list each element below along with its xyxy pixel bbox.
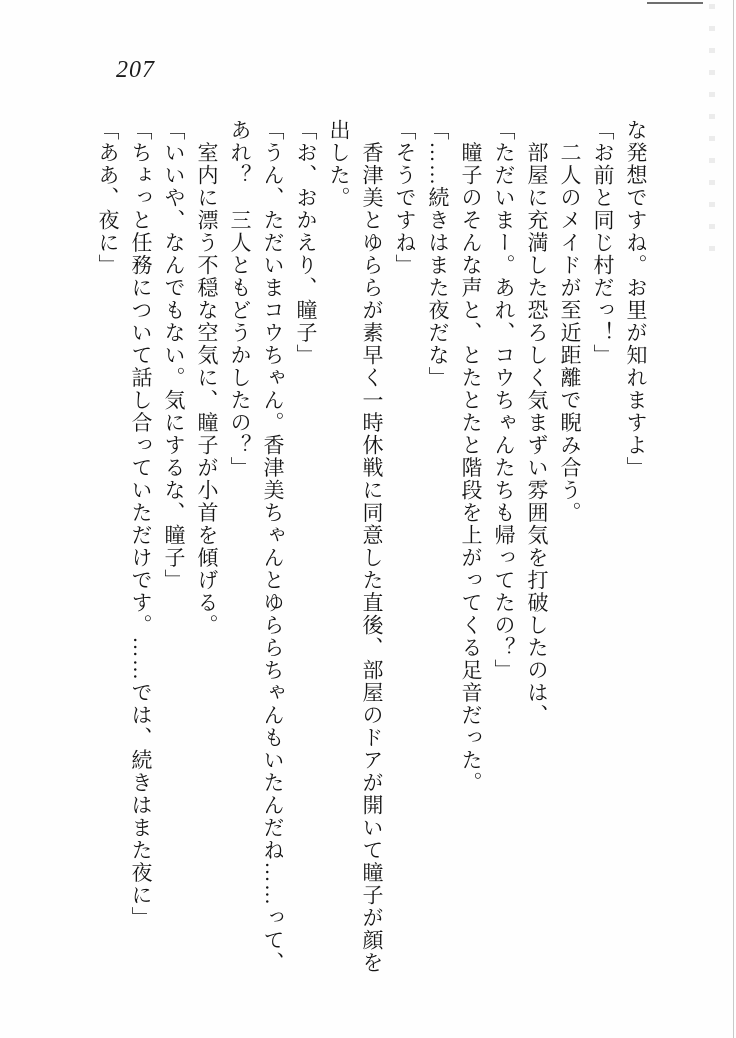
text-column: 「ああ、夜に」 xyxy=(96,119,120,277)
text-column: 「うん、ただいまコウちゃん。香津美ちゃんとゆららちゃんもいたんだね……って、 xyxy=(261,119,285,974)
text-column: な発想ですね。お里が知れますよ」 xyxy=(624,119,648,479)
text-column: 二人のメイドが至近距離で睨み合う。 xyxy=(558,119,582,524)
text-column: 「いいや、なんでもない。気にするな、瞳子」 xyxy=(162,119,186,592)
text-column: 「お、おかえり、瞳子」 xyxy=(294,119,318,367)
text-column: 「お前と同じ村だっ！」 xyxy=(591,119,615,367)
text-column: 香津美とゆららが素早く一時休戦に同意した直後、部屋のドアが開いて瞳子が顔を xyxy=(360,119,384,974)
scan-artifact-right-edge xyxy=(733,0,734,1038)
text-column: 部屋に充満した恐ろしく気まずい雰囲気を打破したのは、 xyxy=(525,119,549,727)
text-column: 室内に漂う不穏な空気に、瞳子が小首を傾げる。 xyxy=(195,119,219,637)
text-column: 「そうですね」 xyxy=(393,119,417,277)
text-column: 出した。 xyxy=(327,119,351,209)
text-column: 瞳子のそんな声と、とたとたと階段を上がってくる足音だった。 xyxy=(459,119,483,794)
text-column: あれ？ 三人ともどうかしたの？」 xyxy=(228,119,252,479)
page-number: 207 xyxy=(116,57,155,83)
text-column: 「ただいまー。あれ、コウちゃんたちも帰ってたの？」 xyxy=(492,119,516,682)
text-column: 「ちょっと任務について話し合っていただけです。……では、続きはまた夜に」 xyxy=(129,119,153,929)
scan-artifact-top-line xyxy=(647,2,703,4)
text-column: 「……続きはまた夜だな」 xyxy=(426,119,450,389)
page-text xyxy=(91,119,652,1011)
scan-artifact-bleedthrough xyxy=(709,4,715,254)
